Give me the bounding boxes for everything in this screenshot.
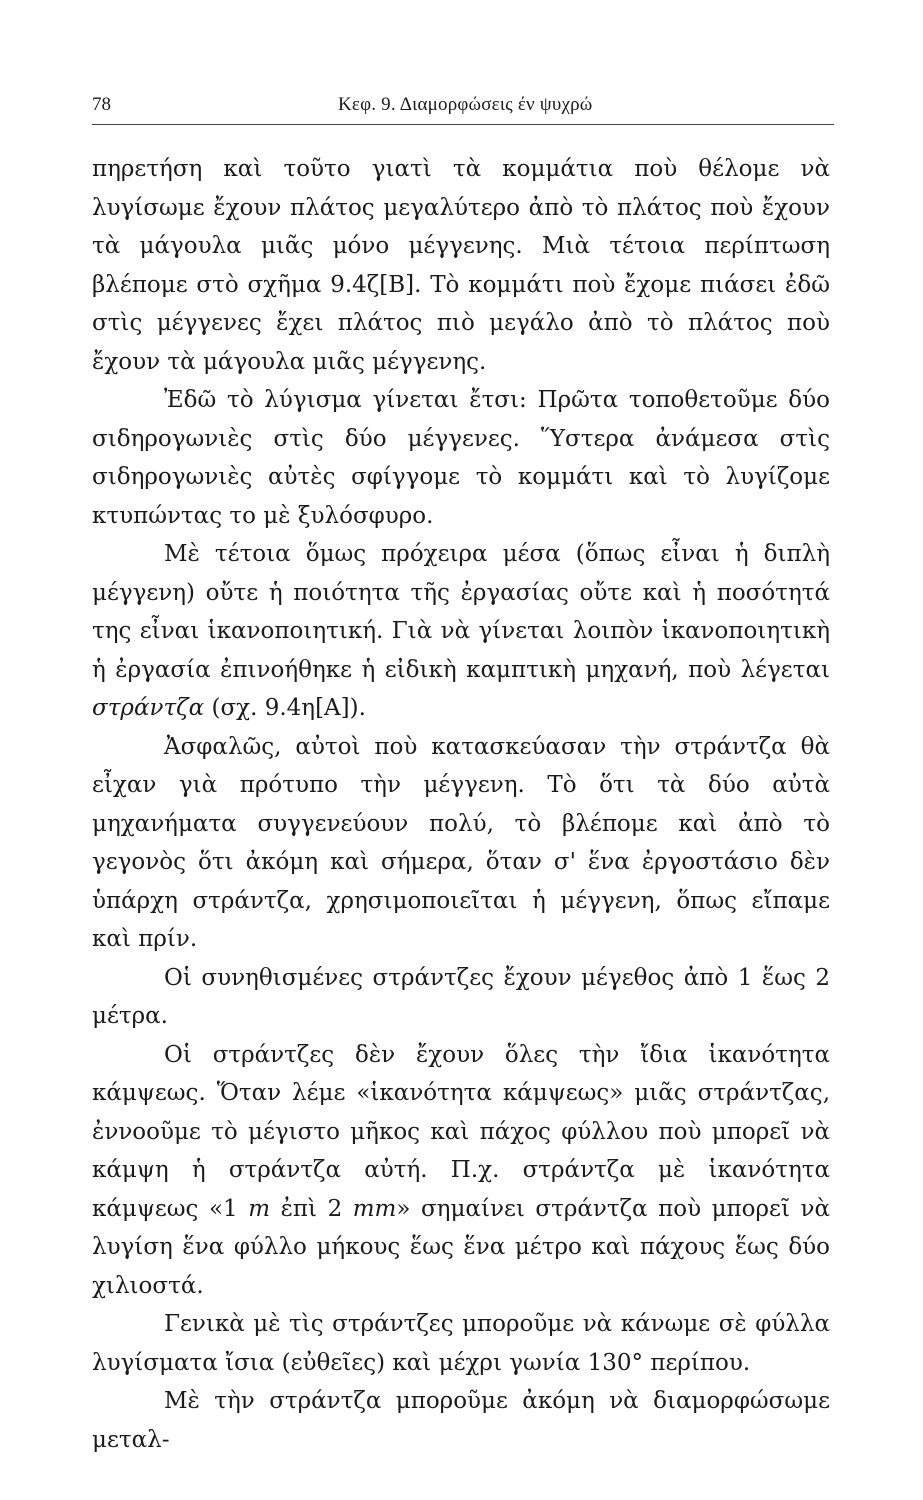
paragraph-4 [92,728,830,959]
paragraph-2 [92,381,830,535]
paragraph-text: Μὲ τέτοια ὅμως πρόχειρα μέσα (ὅπως εἶναι ἡ διπλὴ μέγγενη) οὔτε ἡ ποιότητα τῆς ἐργασίας οὔτε καὶ ἡ ποσότητά της εἶναι ἱκανοποιητική. Γιὰ νὰ γίνεται λοιπὸν ἱκανοποιητικὴ ἡ ἐργασία ἐπινοήθηκε ἡ εἰδικὴ καμπτικὴ μηχανή, ποὺ λέγεται [92,541,830,683]
paragraph-8 [92,1382,830,1459]
paragraph-text: Γενικὰ μὲ τὶς στράντζες μποροῦμε νὰ κάνωμε σὲ φύλλα λυγίσματα ἴσια (εὐθεῖες) καὶ μέχρι γωνία 130° περίπου. [92,1311,830,1376]
paragraph-text: » σημαίνει στράντζα ποὺ μπορεῖ νὰ λυγίση ἕνα φύλλο μήκους ἕως ἕνα μέτρο καὶ πάχους ἕως δύο χιλιοστά. [92,1195,831,1299]
paragraph-1 [92,150,830,381]
paragraph-7 [92,1305,830,1382]
paragraph-text: Μὲ τὴν στράντζα μποροῦμε ἀκόμη νὰ διαμορφώσωμε μεταλ- [92,1388,830,1453]
term-stranza: στράντζα [92,695,205,721]
unit-mm: mm [352,1195,397,1222]
paragraph-3 [92,535,830,728]
page-header [92,92,834,125]
page-number: 78 [92,94,111,115]
running-title: Κεφ. 9. Διαμορφώσεις έν ψυχρώ [338,94,593,115]
paragraph-6 [92,1036,830,1306]
paragraph-text: ἐπὶ 2 [270,1195,353,1222]
unit-m: m [248,1195,271,1222]
paragraph-text: Ἀσφαλῶς, αὐτοὶ ποὺ κατασκεύασαν τὴν στράντζα θὰ εἶχαν γιὰ πρότυπο τὴν μέγγενη. Τὸ ὅτι τὰ δύο αὐτὰ μηχανήματα συγγενεύουν πολύ, τὸ βλέπομε καὶ ἀπὸ τὸ γεγονὸς ὅτι ἀκόμη καὶ σήμερα, ὅταν σ' ἕνα ἐργοστάσιο δὲν ὑπάρχη στράντζα, χρησιμοποιεῖται ἡ μέγγενη, ὅπως εἴπαμε καὶ πρίν. [92,733,830,952]
body-text [92,150,830,1459]
paragraph-5 [92,959,830,1036]
paragraph-text: (σχ. 9.4η[Α]). [204,695,366,721]
paragraph-text: Ἐδῶ τὸ λύγισμα γίνεται ἔτσι: Πρῶτα τοποθετοῦμε δύο σιδηρογωνιὲς στὶς δύο μέγγενες. Ὕστερα ἀνάμεσα στὶς σιδηρογωνιὲς αὐτὲς σφίγγομε τὸ κομμάτι καὶ τὸ λυγίζομε κτυπώντας το μὲ ξυλόσφυρο. [92,387,830,529]
paragraph-text: Οἱ στράντζες δὲν ἔχουν ὅλες τὴν ἴδια ἱκανότητα κάμψεως. Ὅταν λέμε «ἱκανότητα κάμψεως» μιᾶς στράντζας, ἐννοοῦμε τὸ μέγιστο μῆκος καὶ πάχος φύλλου ποὺ μπορεῖ νὰ κάμψη ἡ στράντζα αὐτή. Π.χ. στράντζα μὲ ἱκανότητα κάμψεως «1 [92,1041,830,1222]
paragraph-text: πηρετήση καὶ τοῦτο γιατὶ τὰ κομμάτια ποὺ θέλομε νὰ λυγίσωμε ἔχουν πλάτος μεγαλύτερο ἀπὸ τὸ πλάτος ποὺ ἔχουν τὰ μάγουλα μιᾶς μόνο μέγγενης. Μιὰ τέτοια περίπτωση βλέπομε στὸ σχῆμα 9.4ζ[Β]. Τὸ κομμάτι ποὺ ἔχομε πιάσει ἐδῶ στὶς μέγγενες ἔχει πλάτος πιὸ μεγάλο ἀπὸ τὸ πλάτος ποὺ ἔχουν τὰ μάγουλα μιᾶς μέγγενης. [92,156,830,375]
paragraph-text: Οἱ συνηθισμένες στράντζες ἔχουν μέγεθος ἀπὸ 1 ἕως 2 μέτρα. [92,964,830,1029]
